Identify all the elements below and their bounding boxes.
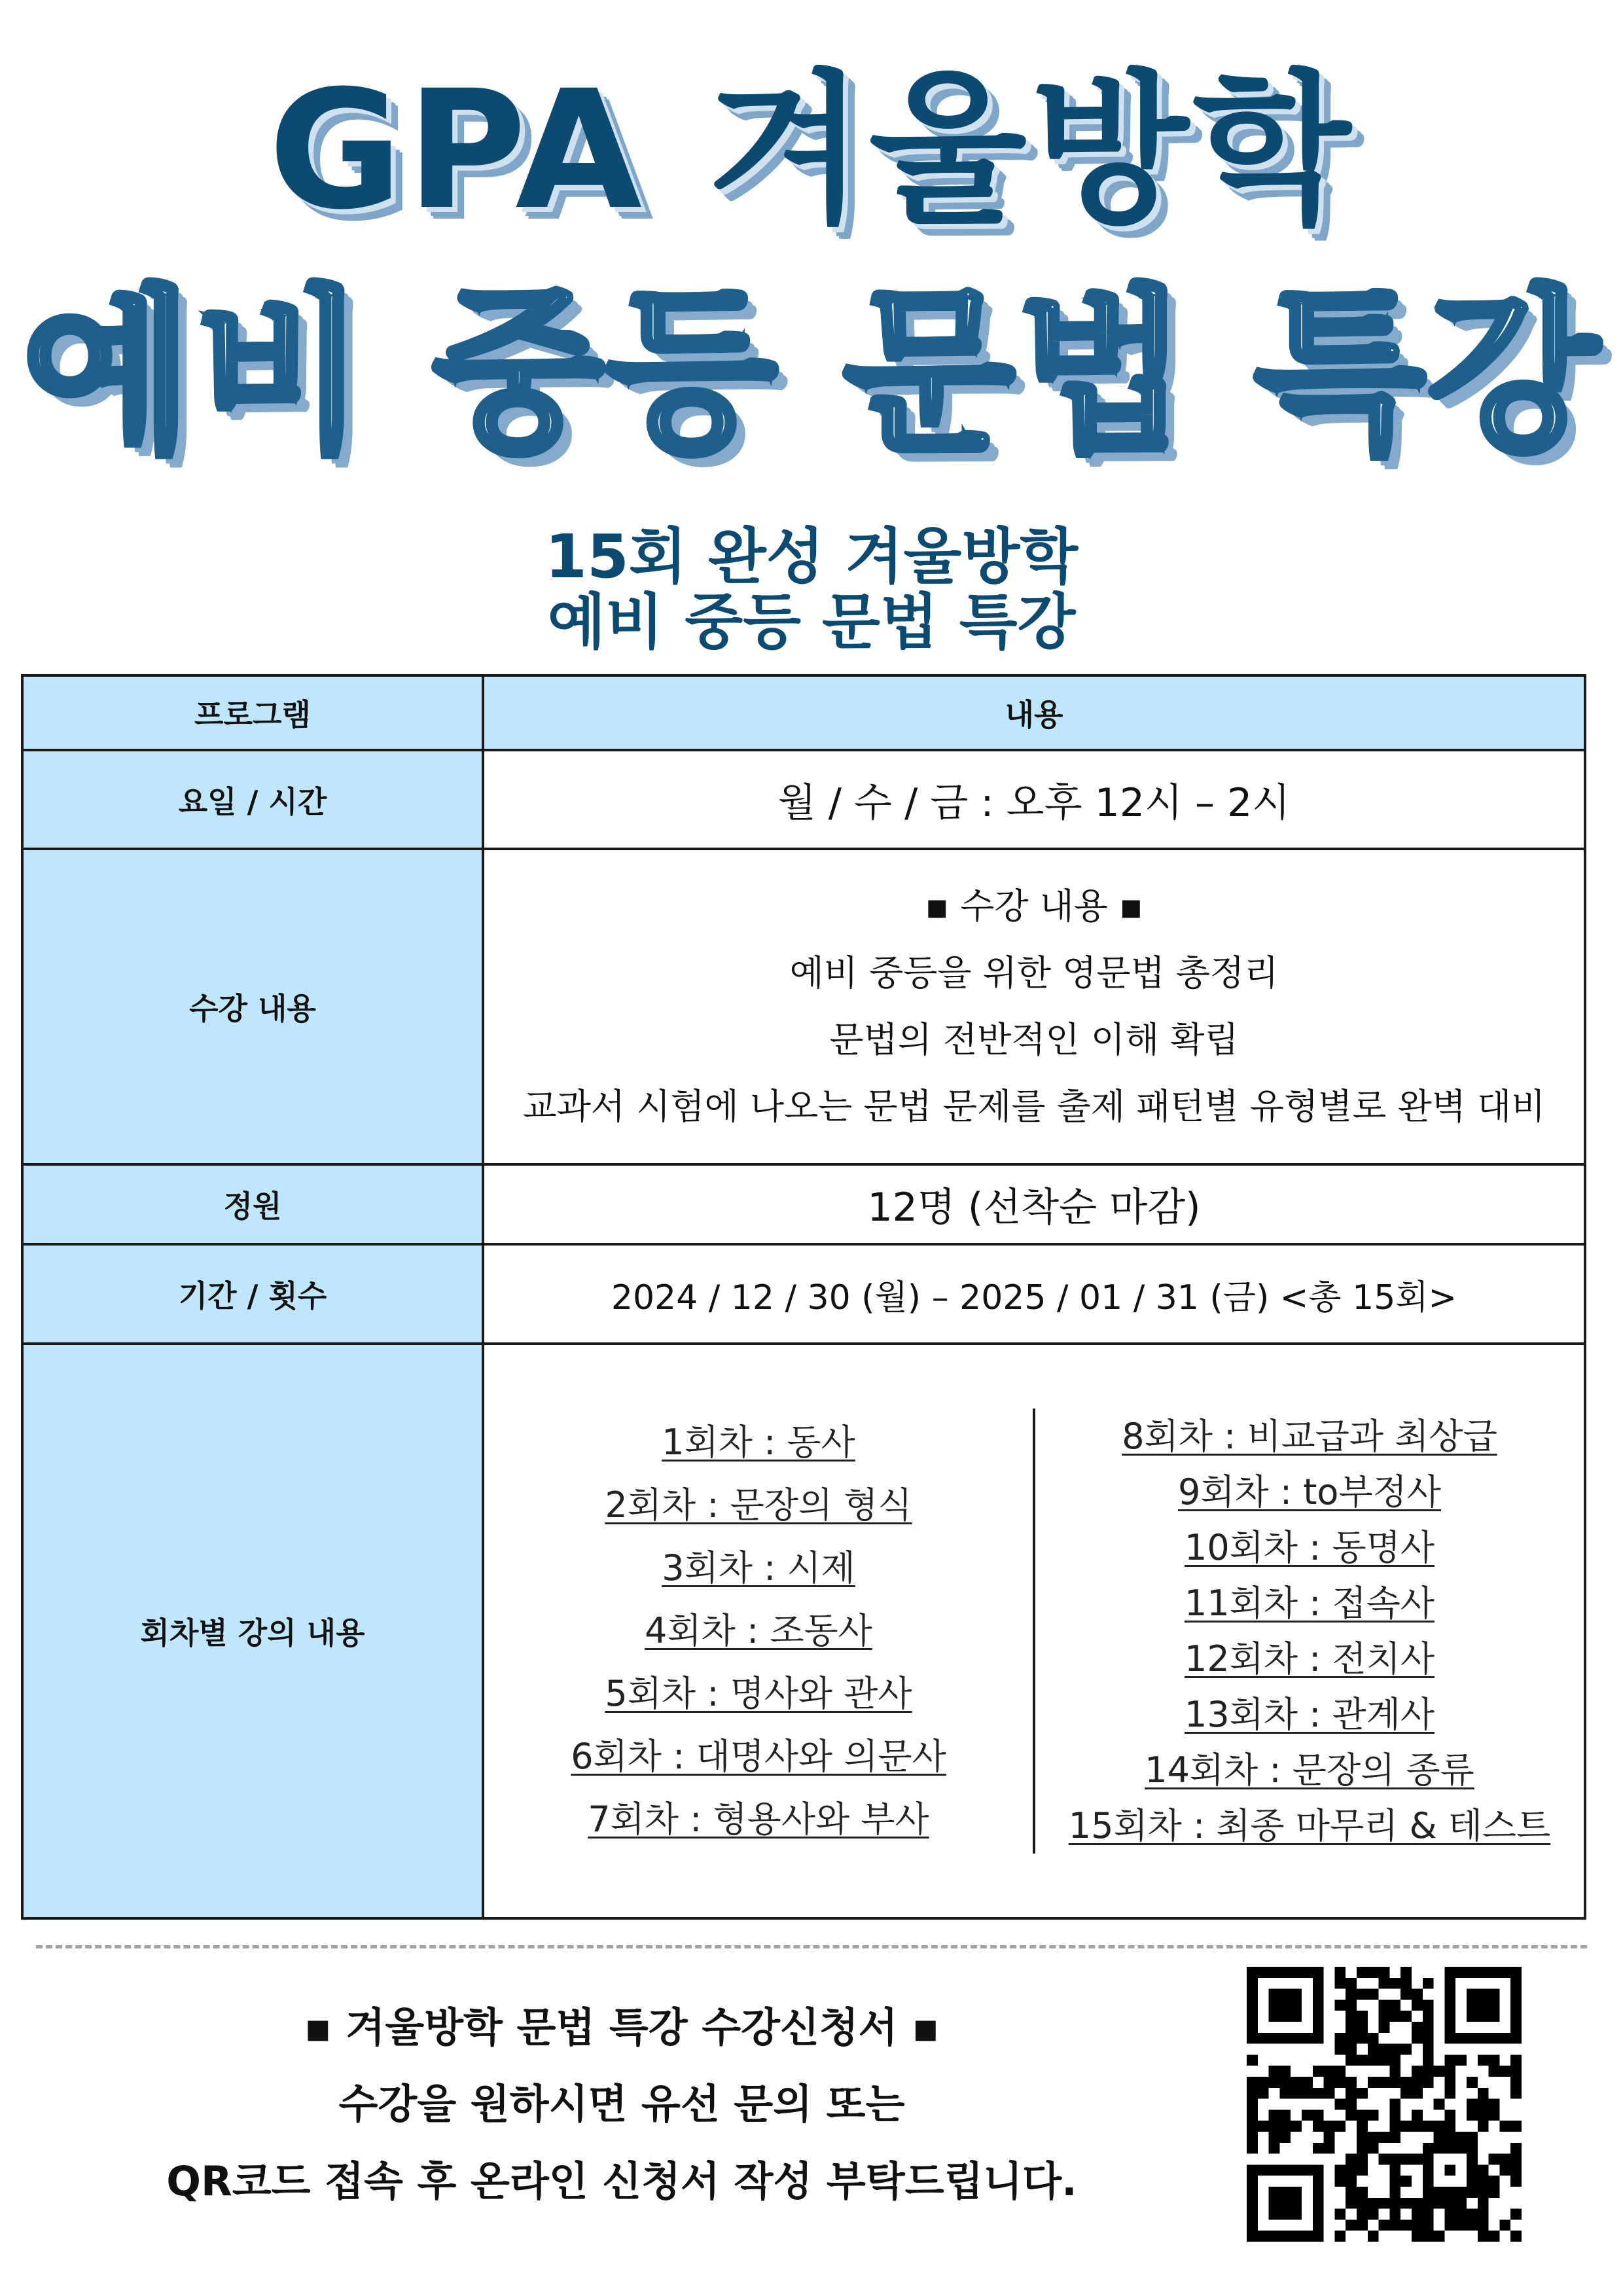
session-link-10[interactable]: 10회차 : 동명사 [1184, 1527, 1435, 1568]
label-course-content: 수강 내용 [22, 849, 483, 1164]
session-link-3[interactable]: 3회차 : 시제 [662, 1547, 855, 1588]
sessions-column-right [1033, 1408, 1584, 1854]
label-capacity: 정원 [22, 1164, 483, 1244]
qr-code-icon[interactable] [1247, 1967, 1522, 2242]
session-link-12[interactable]: 12회차 : 전치사 [1184, 1638, 1435, 1679]
label-schedule: 요일 / 시간 [22, 750, 483, 849]
session-link-13[interactable]: 13회차 : 관계사 [1184, 1694, 1435, 1735]
session-link-9[interactable]: 9회차 : to부정사 [1178, 1471, 1441, 1513]
subtitle-line-1: 15회 완성 겨울방학 [544, 522, 1079, 592]
value-period: 2024 / 12 / 30 (월) – 2025 / 01 / 31 (금) <총 15회> [483, 1244, 1585, 1344]
main-title-secondary: 예비 중등 문법 특강 [22, 270, 1601, 476]
application-line-2: 수강을 원하시면 유선 문의 또는 [338, 2080, 905, 2128]
course-content-heading: ▪ 수강 내용 ▪ [925, 886, 1143, 927]
value-course-content [483, 849, 1585, 1164]
value-capacity: 12명 (선착순 마감) [483, 1164, 1585, 1244]
course-content-line: 교과서 시험에 나오는 문법 문제를 출제 패턴별 유형별로 완벽 대비 [522, 1086, 1546, 1127]
session-link-15[interactable]: 15회차 : 최종 마무리 & 테스트 [1068, 1805, 1551, 1846]
course-content-line: 문법의 전반적인 이해 확립 [829, 1019, 1239, 1060]
session-link-8[interactable]: 8회차 : 비교급과 최상급 [1122, 1416, 1497, 1457]
header-program: 프로그램 [22, 675, 483, 750]
label-sessions: 회차별 강의 내용 [22, 1344, 483, 1918]
session-link-4[interactable]: 4회차 : 조동사 [645, 1610, 872, 1651]
header-content: 내용 [483, 675, 1585, 750]
table-row-period [22, 1244, 1585, 1344]
application-heading: ▪ 겨울방학 문법 특강 수강신청서 ▪ [304, 2003, 940, 2051]
session-link-5[interactable]: 5회차 : 명사와 관사 [605, 1673, 912, 1714]
label-period: 기간 / 횟수 [22, 1244, 483, 1344]
table-row-schedule [22, 750, 1585, 849]
main-title: GPA 겨울방학 [268, 55, 1355, 245]
sessions-column-left [484, 1408, 1033, 1854]
session-link-11[interactable]: 11회차 : 접속사 [1184, 1583, 1435, 1624]
course-content-line: 예비 중등을 위한 영문법 총정리 [789, 952, 1279, 994]
table-header-row [22, 675, 1585, 750]
application-line-3: QR코드 접속 후 온라인 신청서 작성 부탁드립니다. [166, 2157, 1077, 2205]
table-row-sessions [22, 1344, 1585, 1918]
value-schedule: 월 / 수 / 금 : 오후 12시 – 2시 [483, 750, 1585, 849]
session-link-2[interactable]: 2회차 : 문장의 형식 [605, 1484, 912, 1526]
value-sessions [483, 1344, 1585, 1918]
session-link-14[interactable]: 14회차 : 문장의 종류 [1145, 1749, 1474, 1791]
session-link-1[interactable]: 1회차 : 동사 [662, 1422, 855, 1463]
session-link-6[interactable]: 6회차 : 대명사와 의문사 [571, 1736, 946, 1777]
table-row-capacity [22, 1164, 1585, 1244]
program-table [21, 674, 1586, 1920]
session-link-7[interactable]: 7회차 : 형용사와 부사 [588, 1799, 929, 1840]
table-row-course-content [22, 849, 1585, 1164]
dashed-divider [36, 1945, 1587, 1948]
subtitle-line-2: 예비 중등 문법 특강 [547, 587, 1076, 657]
